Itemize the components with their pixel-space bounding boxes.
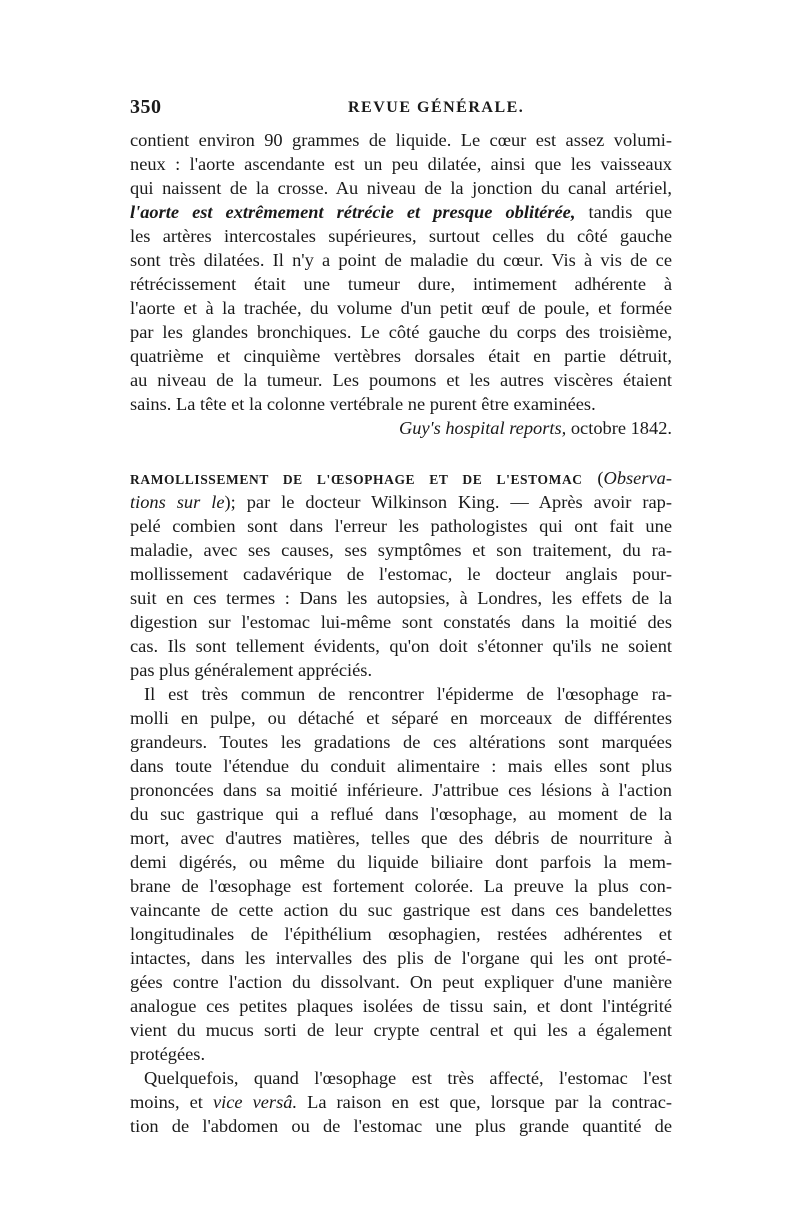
text-line [130,730,672,754]
text-segment: l'aorte est extrêmement rétrécie et presque oblitérée, [130,202,576,222]
text-segment: Quelquefois, quand l'œsophage est très affecté, l'estomac l'est [144,1068,672,1088]
text-line [130,368,672,392]
text-line [130,320,672,344]
paragraph-1 [130,128,672,416]
text-segment: tandis que [575,202,672,222]
text-segment: pelé combien sont dans l'erreur les pathologistes qui ont fait une [130,516,672,536]
text-line [130,802,672,826]
text-line [130,850,672,874]
text-segment: analogue ces petites plaques isolées de tissu sain, et dont l'intégrité [130,996,672,1016]
text-segment: longitudinales de l'épithélium œsophagien, restées adhérentes et [130,924,672,944]
text-segment: ( [582,468,604,488]
text-segment: maladie, avec ses causes, ses symptômes et son traitement, du ra- [130,540,672,560]
text-line [130,1114,672,1138]
text-segment: intactes, dans les intervalles des plis de l'organe qui les ont proté- [130,948,672,968]
text-segment: brane de l'œsophage est fortement colorée. La preuve la plus con- [130,876,672,896]
text-line [130,586,672,610]
text-segment: dans toute l'étendue du conduit alimentaire : mais elles sont plus [130,756,672,776]
text-segment: suit en ces termes : Dans les autopsies, à Londres, les effets de la [130,588,672,608]
text-segment: pas plus généralement appréciés. [130,660,373,680]
text-segment: quatrième et cinquième vertèbres dorsales était en partie détruit, [130,346,672,366]
text-segment: protégées. [130,1044,206,1064]
text-segment: ); par le docteur Wilkinson King. — Après avoir rap- [224,492,672,512]
text-line [130,826,672,850]
text-line [130,200,672,224]
text-segment: La raison en est que, lorsque par la contrac- [297,1092,672,1112]
text-line [130,224,672,248]
text-line [130,610,672,634]
text-line [130,514,672,538]
paragraph-4 [130,1066,672,1138]
text-line [130,1018,672,1042]
text-segment: l'aorte et à la trachée, du volume d'un petit œuf de poule, et formée [130,298,672,318]
text-line [130,466,672,490]
text-segment: au niveau de la tumeur. Les poumons et les autres viscères étaient [130,370,672,390]
citation-line [130,416,672,440]
text-segment: par les glandes bronchiques. Le côté gauche du corps des troisième, [130,322,672,342]
text-line [130,128,672,152]
text-segment: contient environ 90 grammes de liquide. Le cœur est assez volumi- [130,130,672,150]
text-segment: demi digérés, ou même du liquide biliaire dont parfois la mem- [130,852,672,872]
text-segment: sains. La tête et la colonne vertébrale ne purent être examinées. [130,394,596,414]
text-line [130,392,672,416]
text-segment: neux : l'aorte ascendante est un peu dilatée, ainsi que les vaisseaux [130,154,672,174]
text-segment: sont très dilatées. Il n'y a point de maladie du cœur. Vis à vis de ce [130,250,672,270]
text-line [130,946,672,970]
text-line [130,490,672,514]
text-segment: vient du mucus sorti de leur crypte central et qui les a également [130,1020,672,1040]
page-header [130,96,670,126]
paragraph-2 [130,466,672,682]
text-segment: RAMOLLISSEMENT DE L'ŒSOPHAGE ET DE L'ESTOMAC [130,472,583,487]
page-number: 350 [130,96,162,118]
running-title: REVUE GÉNÉRALE. [348,99,525,116]
text-segment: Observa- [603,468,672,488]
text-line [130,248,672,272]
text-line [130,1042,672,1066]
text-segment: vaincante de cette action du suc gastrique est dans ces bandelettes [130,900,672,920]
text-line [130,176,672,200]
text-line [130,152,672,176]
text-line [130,658,672,682]
text-line [130,1066,672,1090]
text-segment: Il est très commun de rencontrer l'épiderme de l'œsophage ra- [144,684,672,704]
text-segment: molli en pulpe, ou détaché et séparé en morceaux de différentes [130,708,672,728]
text-line [130,994,672,1018]
text-segment: mort, avec d'autres matières, telles que des débris de nourriture à [130,828,672,848]
text-line [130,1090,672,1114]
text-segment: qui naissent de la crosse. Au niveau de la jonction du canal artériel, [130,178,672,198]
text-line [130,682,672,706]
text-segment: les artères intercostales supérieures, surtout celles du côté gauche [130,226,672,246]
text-line [130,634,672,658]
text-line [130,538,672,562]
text-segment: mollissement cadavérique de l'estomac, le docteur anglais pour- [130,564,672,584]
citation-date: octobre 1842. [566,418,672,438]
text-line [130,778,672,802]
text-segment: prononcées dans sa moitié inférieure. J'attribue ces lésions à l'action [130,780,672,800]
text-segment: rétrécissement était une tumeur dure, intimement adhérente à [130,274,672,294]
text-line [130,970,672,994]
text-segment: tion de l'abdomen ou de l'estomac une plus grande quantité de [130,1116,672,1136]
text-segment: gées contre l'action du dissolvant. On peut expliquer d'une manière [130,972,672,992]
text-line [130,898,672,922]
text-line [130,874,672,898]
text-line [130,922,672,946]
text-line [130,562,672,586]
text-line [130,706,672,730]
text-segment: moins, et [130,1092,213,1112]
text-line [130,344,672,368]
text-line [130,272,672,296]
text-line [130,754,672,778]
text-segment: digestion sur l'estomac lui-même sont constatés dans la moitié des [130,612,672,632]
text-segment: tions sur le [130,492,225,512]
text-line [130,296,672,320]
paragraph-3 [130,682,672,1066]
text-segment: du suc gastrique qui a reflué dans l'œsophage, au moment de la [130,804,672,824]
text-segment: vice versâ. [212,1092,298,1112]
text-segment: cas. Ils sont tellement évidents, qu'on doit s'étonner qu'ils ne soient [130,636,672,656]
citation-source: Guy's hospital reports, [399,418,567,438]
text-segment: grandeurs. Toutes les gradations de ces altérations sont marquées [130,732,672,752]
citation [130,416,672,440]
